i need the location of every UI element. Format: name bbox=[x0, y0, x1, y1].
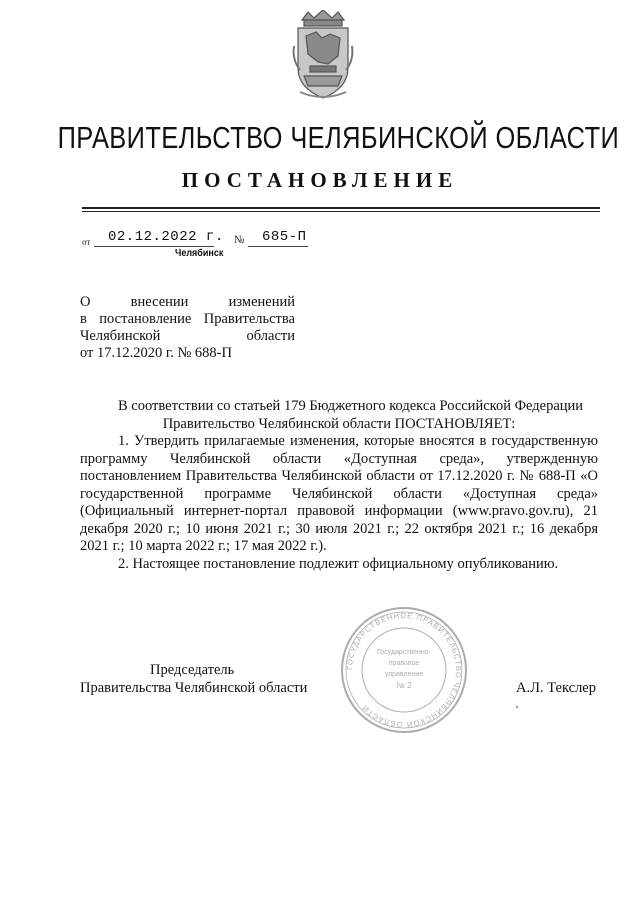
signatory-position-line-2: Правительства Челябинской области bbox=[80, 679, 308, 696]
official-seal-stamp bbox=[338, 604, 470, 736]
document-date: 02.12.2022 г. bbox=[108, 229, 224, 245]
document-body bbox=[80, 398, 598, 573]
resolves-paragraph: Правительство Челябинской области ПОСТАНОВЛЯЕТ: bbox=[162, 415, 516, 432]
date-underline bbox=[94, 246, 214, 247]
government-title: ПРАВИТЕЛЬСТВО ЧЕЛЯБИНСКОЙ ОБЛАСТИ bbox=[57, 120, 620, 155]
signatory-position bbox=[80, 662, 307, 697]
number-underline bbox=[248, 246, 308, 247]
signatory-name: А.Л. Текслер bbox=[516, 680, 596, 696]
subject-line: от 17.12.2020 г. № 688-П bbox=[80, 345, 232, 361]
preamble-paragraph: В соответствии со статьей 179 Бюджетного кодекса Российской Федерации bbox=[118, 398, 584, 414]
subject-line: Челябинской области bbox=[80, 328, 295, 344]
seal-center-line-1: Государственно- bbox=[376, 649, 432, 656]
document-number: 685-П bbox=[262, 229, 307, 245]
seal-center-line-2: правовое bbox=[388, 660, 420, 667]
header-rule-thick bbox=[82, 207, 600, 209]
signatory-position-line-1: Председатель bbox=[150, 662, 235, 678]
scan-speck bbox=[516, 706, 518, 708]
document-type: ПОСТАНОВЛЕНИЕ bbox=[181, 168, 459, 192]
seal-center-line-3: управление bbox=[384, 671, 424, 678]
header-rule-thin bbox=[82, 211, 600, 212]
seal-outer-text: ГОСУДАРСТВЕННОЕ ПРАВИТЕЛЬСТВО ЧЕЛЯБИНСКОЙ ОБЛАСТИ bbox=[344, 610, 464, 730]
number-prefix: № bbox=[234, 234, 245, 246]
date-number-row bbox=[82, 229, 382, 249]
date-prefix: от bbox=[82, 237, 91, 247]
subject-heading bbox=[80, 294, 295, 362]
subject-line: О внесении изменений bbox=[80, 294, 295, 310]
coat-of-arms-emblem bbox=[288, 10, 358, 102]
subject-line: в постановление Правительства bbox=[80, 311, 295, 327]
city-label: Челябинск bbox=[175, 248, 224, 259]
item-2-paragraph: 2. Настоящее постановление подлежит официальному опубликованию. bbox=[118, 555, 559, 572]
item-1-paragraph: 1. Утвердить прилагаемые изменения, которые вносятся в государственную программу Челябинской области «Доступная среда», утвержденную постановлением Правительства Челябинской области от 17.12.2020 г. № 688-П «О государственной программе Челябинской области «Доступная среда» (Официальный интернет-портал правовой информации (www.pravo.gov.ru), 21 декабря 2020 г.; 10 июня 2021 г.; 30 июля 2021 г.; 22 октября 2021 г.; 16 декабря 2021 г.; 10 марта 2022 г.; 17 мая 2022 г.). bbox=[80, 433, 598, 554]
seal-center-line-4: № 2 bbox=[396, 681, 412, 690]
